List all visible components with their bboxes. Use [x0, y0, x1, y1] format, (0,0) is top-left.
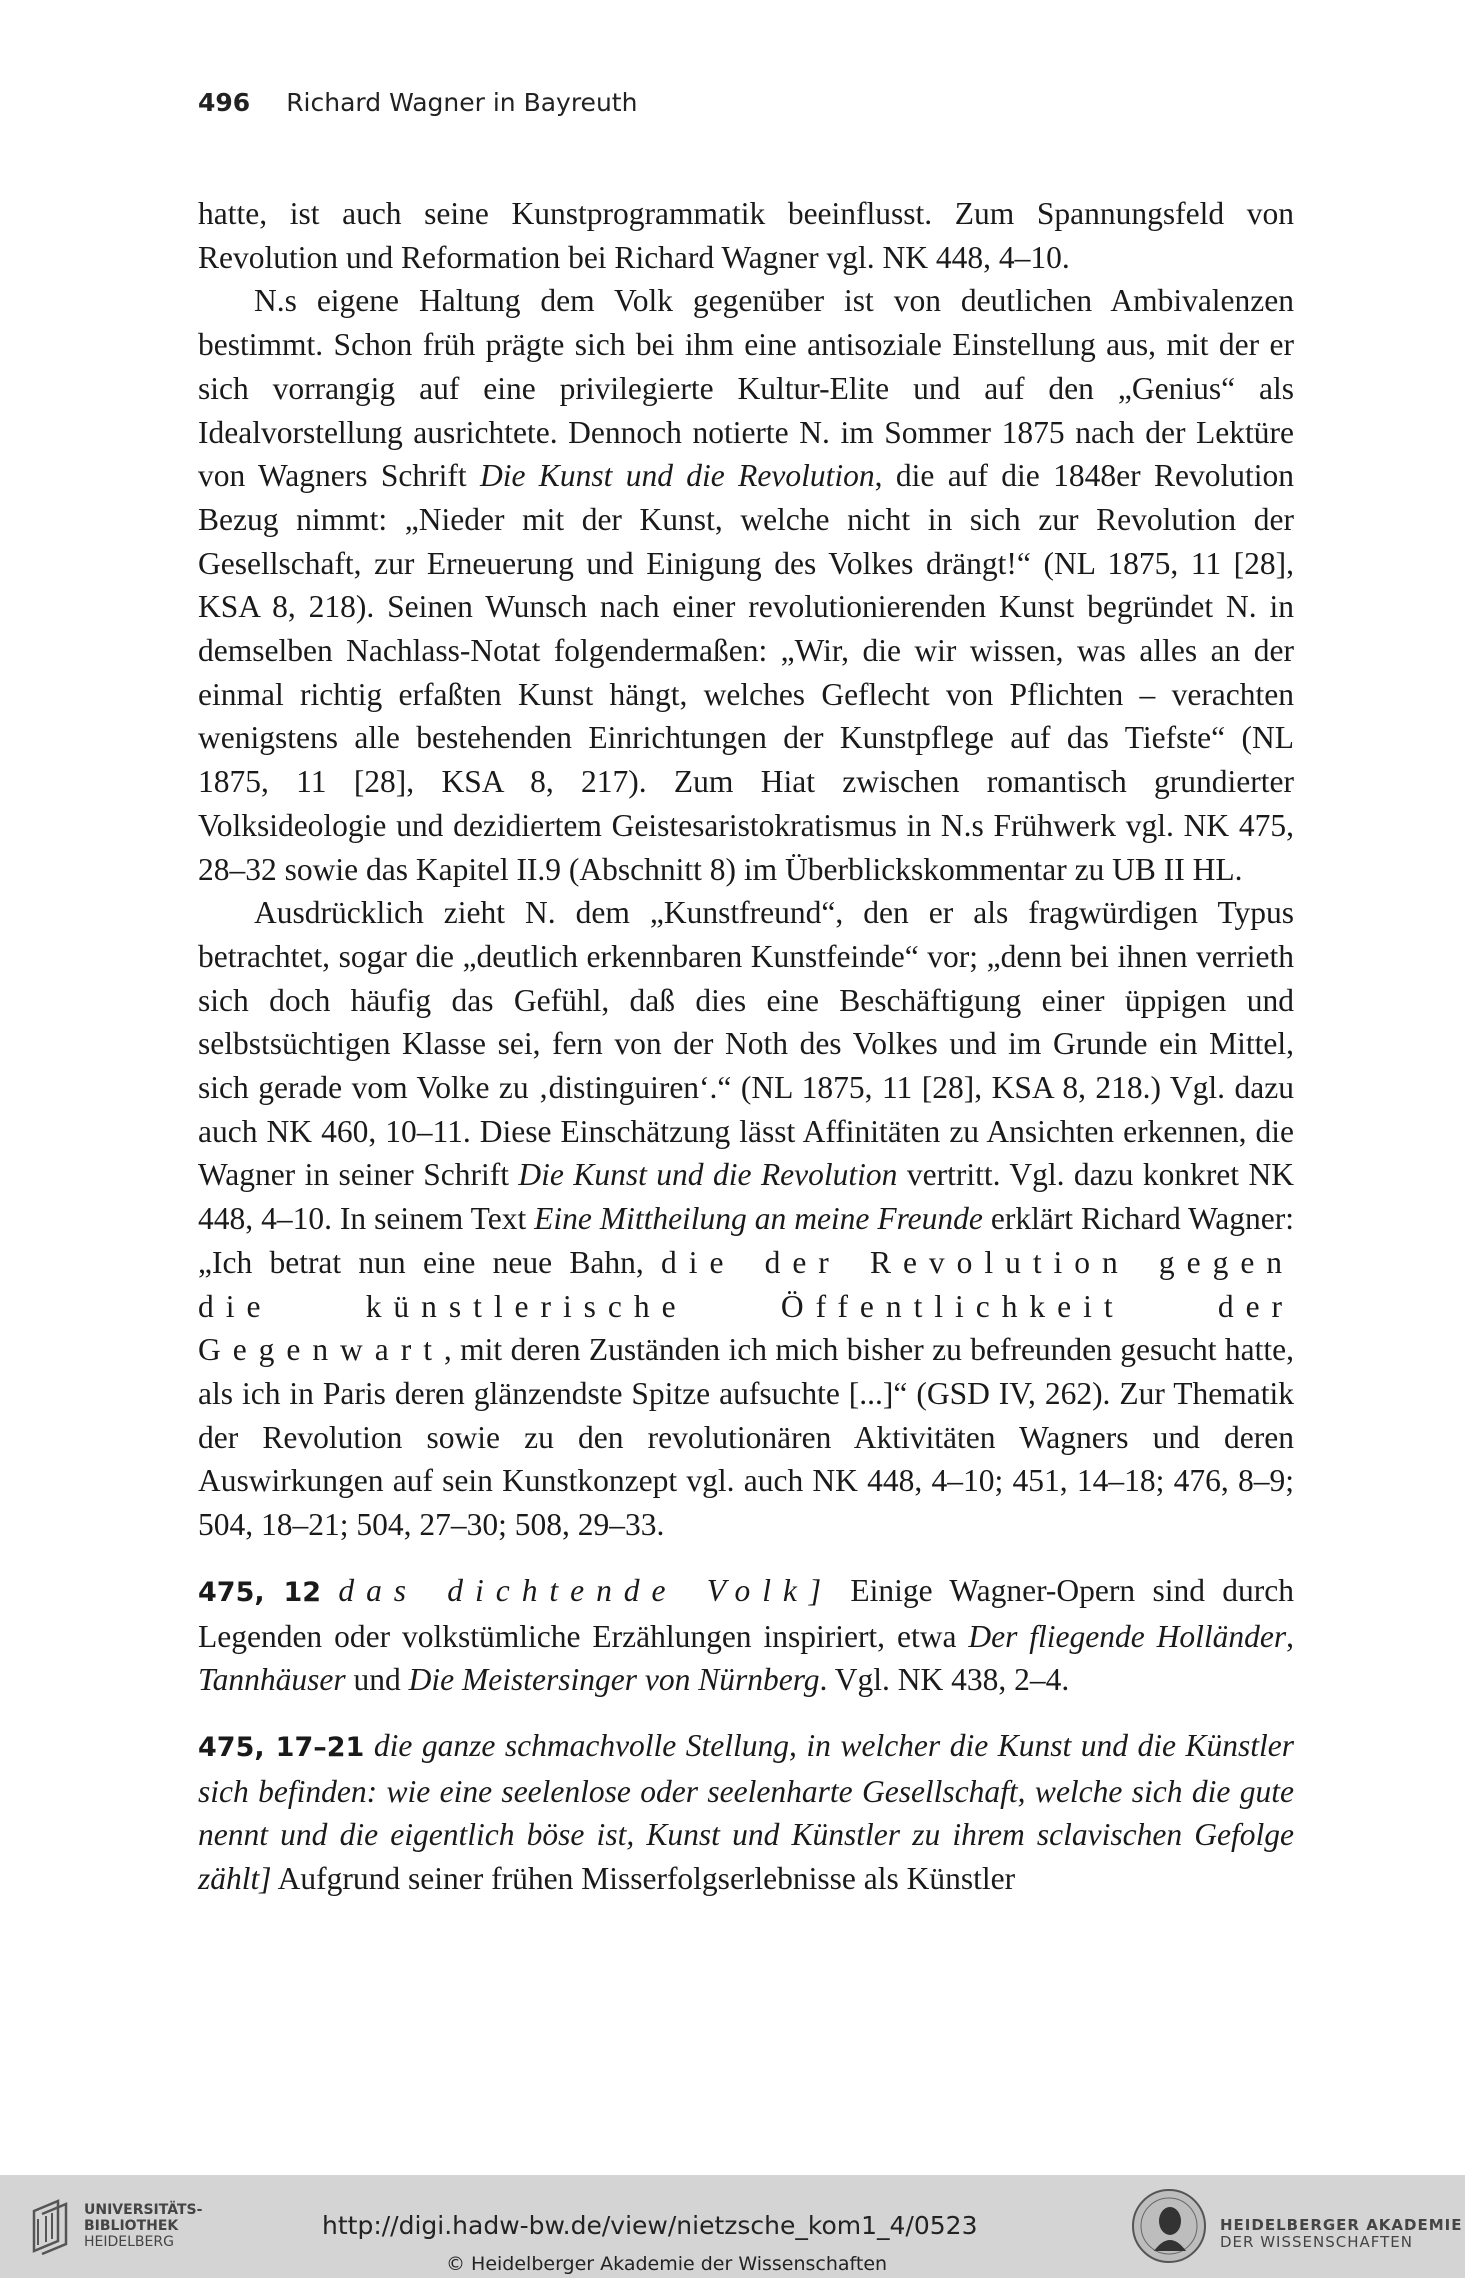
paragraph-text: erklärt Richard Wagner: „Ich betrat nun eine neue Bahn, — [198, 1201, 1294, 1280]
paragraph-text: , mit deren Zuständen ich mich bisher zu befreunden gesucht hatte, als ich in Paris deren glänzendste Spitze aufsuchte [...]“ (GSD IV, 262). Zur Thematik der Revolution sowie zu den revolutionären Aktivitäten Wagners und deren Auswirkungen auf sein Kunstkonzept vgl. auch NK 448, 4–10; 451, 14–18; 476, 8–9; 504, 18–21; 504, 27–30; 508, 29–33. — [198, 1332, 1294, 1543]
lemma-reference: 475, 12 — [198, 1576, 322, 1608]
running-header — [198, 88, 637, 117]
copyright-notice: © Heidelberger Akademie der Wissenschaften — [446, 2253, 888, 2275]
library-name-line: BIBLIOTHEK — [84, 2218, 179, 2234]
digital-copy-link[interactable]: http://digi.hadw-bw.de/view/nietzsche_kom1_4/0523 — [322, 2211, 978, 2240]
running-title: Richard Wagner in Bayreuth — [286, 88, 638, 117]
commentary-body — [198, 192, 1294, 1901]
paragraph-text: N.s eigene Haltung dem Volk gegenüber ist von deutlichen Ambivalenzen bestimmt. Schon früh prägte sich bei ihm eine antisoziale Einstellung aus, mit der er sich vorrangig auf eine privilegierte Kultur-Elite und auf den „Genius“ als Idealvorstellung ausrichtete. Dennoch notierte N. im Sommer 1875 nach der Lektüre von Wagners Schrift — [198, 283, 1294, 494]
entry-text: und — [345, 1662, 409, 1698]
paragraph — [198, 891, 1294, 1547]
paragraph-text: vertritt. Vgl. dazu konkret NK 448, 4–10. In seinem Text — [198, 1157, 1294, 1237]
commentary-entry — [198, 1724, 1294, 1901]
academy-name-line: HEIDELBERGER AKADEMIE — [1220, 2216, 1463, 2234]
academy-seal-icon — [1130, 2187, 1208, 2265]
lemma: die ganze schmachvolle Stellung, in welcher die Kunst und die Künstler sich befinden: wie eine seelenlose oder seelenharte Gesellschaft, welche sich die gute nennt und die eigentlich böse ist, Kunst und Künstler zu ihrem sclavischen Gefolge zählt] — [198, 1727, 1295, 1897]
digitization-footer — [0, 2175, 1465, 2278]
paragraph-text: hatte, ist auch seine Kunstprogrammatik beeinflusst. Zum Spannungsfeld von Revolution und Reformation bei Richard Wagner vgl. NK 448, 4–10. — [198, 196, 1294, 275]
paragraph-text: , die auf die 1848er Revolution Bezug nimmt: „Nieder mit der Kunst, welche nicht in sich zur Revolution der Gesellschaft, zur Erneuerung und Einigung des Volkes drängt!“ (NL 1875, 11 [28], KSA 8, 218). Seinen Wunsch nach einer revolutionierenden Kunst begründet N. in demselben Nachlass-Notat folgendermaßen: „Wir, die wir wissen, was alles an der einmal richtig erfaßten Kunst hängt, welches Geflecht von Pflichten – verachten wenigstens alle bestehenden Einrichtungen der Kunstpflege auf das Tiefste“ (NL 1875, 11 [28], KSA 8, 217). Zum Hiat zwischen romantisch grundierter Volksideologie und dezidiertem Geistesaristokratismus in N.s Frühwerk vgl. NK 475, 28–32 sowie das Kapitel II.9 (Abschnitt 8) im Überblickskommentar zu UB II HL. — [198, 458, 1294, 887]
paragraph — [198, 192, 1294, 279]
work-title: Die Kunst und die Revolution — [479, 458, 875, 494]
entry-text: . Vgl. NK 438, 2–4. — [819, 1662, 1070, 1698]
lemma: das dichtende Volk] — [338, 1572, 834, 1608]
paragraph — [198, 279, 1294, 891]
university-library-name — [84, 2202, 202, 2250]
work-title: Die Meistersinger von Nürnberg — [408, 1662, 820, 1698]
library-name-line: HEIDELBERG — [84, 2234, 174, 2250]
commentary-entry — [198, 1569, 1294, 1702]
academy-name-line: DER WISSENSCHAFTEN — [1220, 2233, 1413, 2251]
academy-name — [1220, 2217, 1463, 2251]
work-title: Tannhäuser — [198, 1662, 346, 1698]
university-library-logo-icon — [28, 2197, 76, 2255]
paragraph-text: Ausdrücklich zieht N. dem „Kunstfreund“, den er als fragwürdigen Typus betrachtet, sogar die „deutlich erkennbaren Kunstfeinde“ vor; „denn bei ihnen verrieth sich doch häufig das Gefühl, daß dies eine Beschäftigung einer üppigen und selbstsüchtigen Klasse sei, fern von der Noth des Volkes und im Grunde ein Mittel, sich gerade vom Volke zu ‚distinguiren‘.“ (NL 1875, 11 [28], KSA 8, 218.) Vgl. dazu auch NK 460, 10–11. Diese Einschätzung lässt Affinitäten zu Ansichten erkennen, die Wagner in seiner Schrift — [198, 895, 1294, 1193]
emphasized-quote: die der Revolution gegen die künstlerische Öffentlichkeit der Gegenwart — [198, 1244, 1294, 1368]
work-title: Der fliegende Holländer — [968, 1618, 1287, 1654]
work-title: Die Kunst und die Revolution — [518, 1157, 898, 1193]
lemma-reference: 475, 17–21 — [198, 1731, 365, 1763]
entry-text: , — [1286, 1618, 1294, 1654]
entry-text: Einige Wagner-Opern sind durch Legenden oder volkstümliche Erzählungen inspiriert, etwa — [198, 1572, 1294, 1654]
entry-text: Aufgrund seiner frühen Misserfolgserlebnisse als Künstler — [271, 1861, 1016, 1897]
page-number: 496 — [198, 88, 251, 117]
library-name-line: UNIVERSITÄTS- — [84, 2202, 203, 2218]
work-title: Eine Mittheilung an meine Freunde — [534, 1201, 983, 1237]
